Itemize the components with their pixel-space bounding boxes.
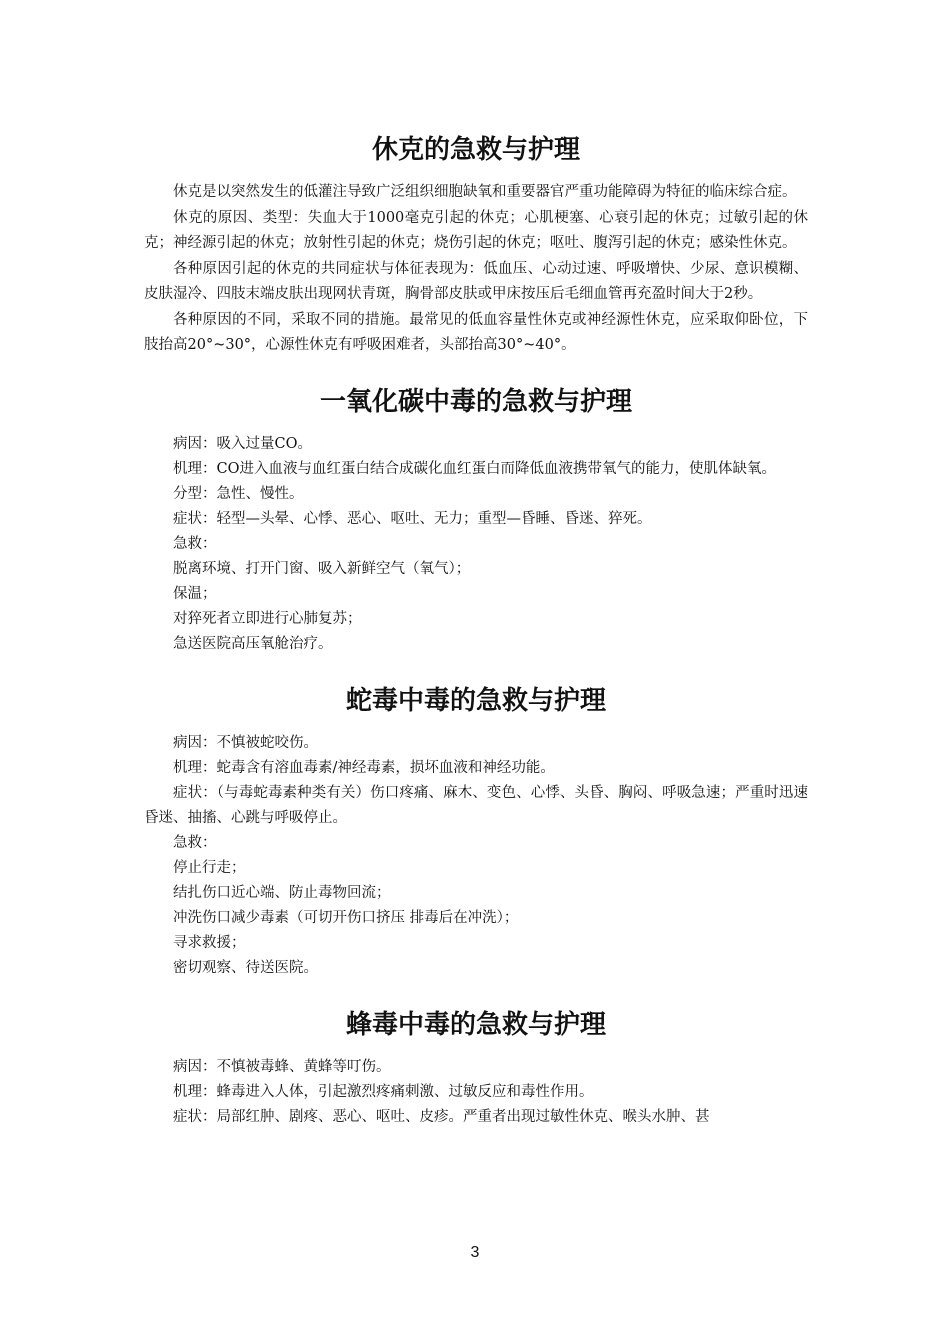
- paragraph: 病因：不慎被蛇咬伤。: [173, 735, 318, 751]
- paragraph: 机理：CO进入血液与血红蛋白结合成碳化血红蛋白而降低血液携带氧气的能力，使肌体缺氧。: [173, 461, 776, 477]
- paragraph: 病因：吸入过量CO。: [173, 436, 312, 452]
- paragraph: 各种原因的不同，采取不同的措施。最常见的低血容量性休克或神经源性休克，应采取仰卧位，下肢抬高20°~30°，心源性休克有呼吸困难者，头部抬高30°~40°。: [144, 312, 808, 353]
- paragraph: 机理：蛇毒含有溶血毒素/神经毒素，损坏血液和神经功能。: [173, 760, 555, 776]
- paragraph: 机理：蜂毒进入人体，引起激烈疼痛刺激、过敏反应和毒性作用。: [173, 1084, 594, 1100]
- paragraph: 停止行走；: [173, 860, 246, 876]
- paragraph: 休克的原因、类型：失血大于1000毫克引起的休克；心肌梗塞、心衰引起的休克；过敏引起的休克；神经源引起的休克；放射性引起的休克；烧伤引起的休克；呕吐、腹泻引起的休克；感染性休克。: [144, 210, 808, 251]
- section-title: 蜂毒中毒的急救与护理: [345, 1010, 606, 1040]
- paragraph: 寻求救援；: [173, 935, 246, 951]
- section-title: 休克的急救与护理: [371, 135, 580, 165]
- paragraph: 急送医院高压氧舱治疗。: [173, 636, 333, 652]
- paragraph: 症状：（与毒蛇毒素种类有关）伤口疼痛、麻木、变色、心悸、头昏、胸闷、呼吸急速；严重时迅速昏迷、抽搐、心跳与呼吸停止。: [144, 785, 808, 826]
- paragraph: 结扎伤口近心端、防止毒物回流；: [173, 885, 391, 901]
- paragraph: 急救：: [173, 835, 217, 851]
- paragraph: 分型：急性、慢性。: [173, 486, 304, 502]
- page-number: 3: [470, 1244, 480, 1261]
- section-co-poisoning: [144, 380, 808, 657]
- paragraph: 保温；: [173, 586, 217, 602]
- paragraph: 对猝死者立即进行心肺复苏；: [173, 611, 362, 627]
- section-bee-venom: [144, 1003, 808, 1130]
- paragraph: 病因：不慎被毒蜂、黄蜂等叮伤。: [173, 1059, 391, 1075]
- paragraph: 急救：: [173, 536, 217, 552]
- section-shock: [144, 128, 808, 358]
- paragraph: 症状：轻型—头晕、心悸、恶心、呕吐、无力；重型—昏睡、昏迷、猝死。: [173, 511, 652, 527]
- section-title: 一氧化碳中毒的急救与护理: [319, 387, 632, 417]
- paragraph: 休克是以突然发生的低灌注导致广泛组织细胞缺氧和重要器官严重功能障碍为特征的临床综合症。: [173, 184, 797, 200]
- paragraph: 脱离环境、打开门窗、吸入新鲜空气（氧气）；: [173, 561, 471, 577]
- paragraph: 密切观察、待送医院。: [173, 960, 318, 976]
- section-snake-venom: [144, 679, 808, 981]
- document-page: [144, 128, 808, 1130]
- paragraph: 冲洗伤口减少毒素（可切开伤口挤压 排毒后在冲洗）；: [173, 910, 519, 926]
- section-title: 蛇毒中毒的急救与护理: [345, 686, 606, 716]
- paragraph: 各种原因引起的休克的共同症状与体征表现为：低血压、心动过速、呼吸增快、少尿、意识模糊、皮肤湿冷、四肢末端皮肤出现网状青斑，胸骨部皮肤或甲床按压后毛细血管再充盈时间大于2秒。: [144, 261, 808, 302]
- paragraph: 症状：局部红肿、剧疼、恶心、呕吐、皮疹。严重者出现过敏性休克、喉头水肿、甚: [173, 1109, 710, 1125]
